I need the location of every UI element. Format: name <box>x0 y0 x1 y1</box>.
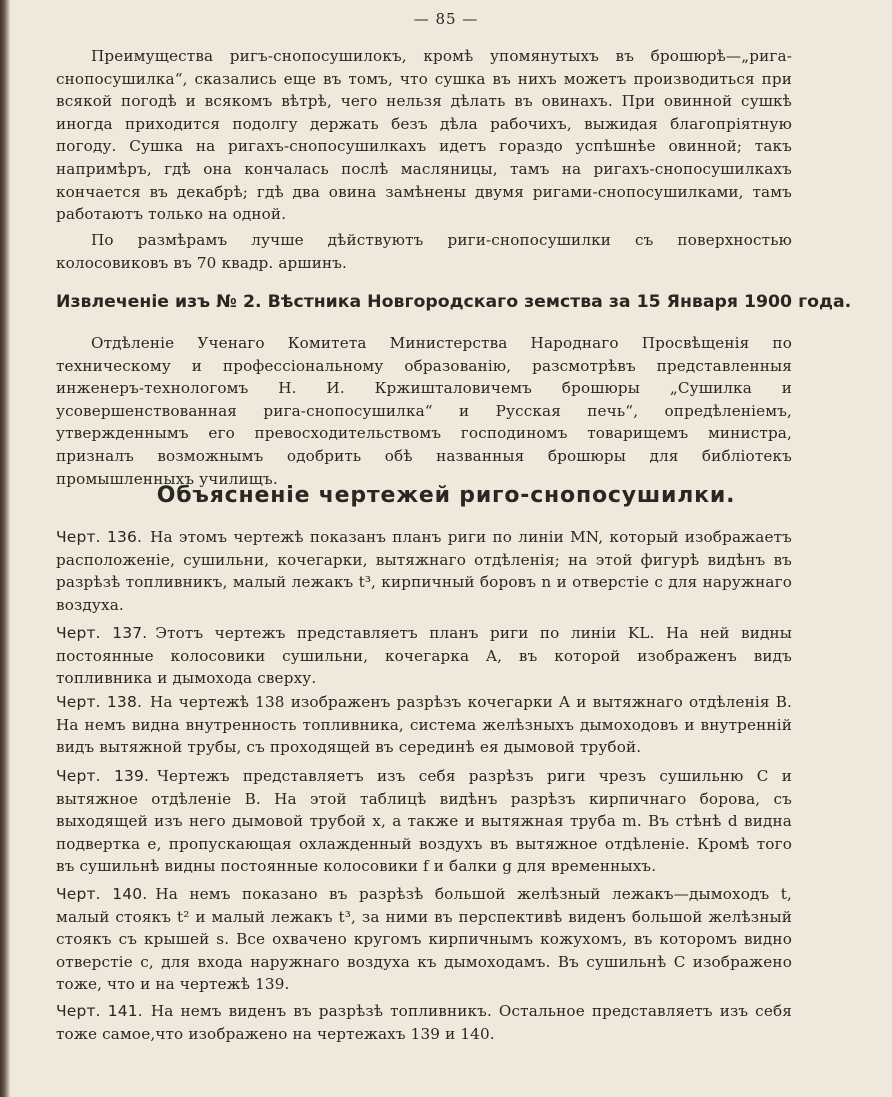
page-number: — 85 — <box>413 10 479 28</box>
intro-paragraph-2: По размѣрамъ лучше дѣйствуютъ риги-снопосушилки съ поверхностью колосовиковъ въ 70 квадр. аршинъ. <box>56 231 792 272</box>
drawing-item-136 <box>56 526 792 616</box>
drawing-label: Черт. 141. <box>56 1002 143 1020</box>
drawing-label: Черт. 140. <box>56 885 148 903</box>
drawing-item-139 <box>56 765 792 878</box>
drawing-description: На немъ показано въ разрѣзѣ большой желѣзный лежакъ—дымоходъ t, малый стоякъ t² и малый лежакъ t³, за ними въ перспективѣ виденъ большой желѣзный стоякъ съ крышей s. Все охвачено кругомъ кирпичнымъ кожухомъ, въ которомъ видно отверстіе c, для входа наружнаго воздуха къ дымоходамъ. Въ сушильнѣ C изображено тоже, что и на чертежѣ 139. <box>56 885 792 994</box>
drawing-label: Черт. 136. <box>56 528 143 546</box>
section-title: Объясненіе чертежей риго-снопосушилки. <box>156 483 736 508</box>
page-binding-edge <box>0 0 10 1097</box>
drawing-description: Чертежъ представляетъ изъ себя разрѣзъ риги чрезъ сушильню C и вытяжное отдѣленіе B. На этой таблицѣ видѣнъ разрѣзъ кирпичнаго борова, съ выходящей изъ него дымовой трубой x, а также и вытяжная труба m. Въ стѣнѣ d видна подвертка e, пропускающая охлажденный воздухъ въ вытяжное отдѣленіе. Кромѣ того въ сушильнѣ видны постоянные колосовики f и балки g для временныхъ. <box>56 767 792 876</box>
drawing-item-138 <box>56 691 792 759</box>
drawing-description: На этомъ чертежѣ показанъ планъ риги по линіи MN, который изображаетъ расположеніе, сушильни, кочегарки, вытяжнаго отдѣленія; на этой фигурѣ видѣнъ въ разрѣзѣ топливникъ, малый лежакъ t³, кирпичный боровъ n и отверстіе c для наружнаго воздуха. <box>56 528 792 614</box>
extract-heading: Извлеченіе изъ № 2. Вѣстника Новгородскаго земства за 15 Января 1900 года. <box>56 292 852 312</box>
extract-paragraph: Отдѣленіе Ученаго Комитета Министерства Народнаго Просвѣщенія по техническому и профессіональному образованію, разсмотрѣвъ представленныя инженеръ-технологомъ Н. И. Кржишталовичемъ брошюры „Сушилка и усовершенствованная рига-снопосушилка“ и Русская печь“, опредѣленіемъ, утвержденнымъ его превосходительствомъ господиномъ товарищемъ министра, призналъ возможнымъ одобрить обѣ названныя брошюры для библіотекъ промышленныхъ училищъ. <box>56 334 792 488</box>
drawing-label: Черт. 137. <box>56 624 148 642</box>
drawing-description: На немъ виденъ въ разрѣзѣ топливникъ. Остальное представляетъ изъ себя тоже самое,что изображено на чертежахъ 139 и 140. <box>56 1002 793 1043</box>
drawing-item-140 <box>56 883 792 996</box>
drawing-item-141 <box>56 1000 792 1045</box>
drawing-description: Этотъ чертежъ представляетъ планъ риги по линіи KL. На ней видны постоянные колосовики сушильни, кочегарка A, въ которой изображенъ видъ топливника и дымохода сверху. <box>56 624 792 688</box>
drawing-item-137 <box>56 622 792 690</box>
drawing-description: На чертежѣ 138 изображенъ разрѣзъ кочегарки A и вытяжнаго отдѣленія B. На немъ видна внутренность топливника, система желѣзныхъ дымоходовъ и внутренній видъ вытяжной трубы, съ проходящей въ серединѣ ея дымовой трубой. <box>56 693 792 757</box>
drawing-label: Черт. 138. <box>56 693 143 711</box>
intro-paragraph-1: Преимущества ригъ-снопосушилокъ, кромѣ упомянутыхъ въ брошюрѣ—„рига-снопосушилка“, сказались еще въ томъ, что сушка въ нихъ можетъ производиться при всякой погодѣ и всякомъ вѣтрѣ, чего нельзя дѣлать въ овинахъ. При овинной сушкѣ иногда приходится подолгу держать безъ дѣла рабочихъ, выжидая благопріятную погоду. Сушка на ригахъ-снопосушилкахъ идетъ гораздо успѣшнѣе овинной; такъ напримѣръ, гдѣ она кончалась послѣ масляницы, тамъ на ригахъ-снопосушилкахъ кончается въ декабрѣ; гдѣ два овина замѣнены двумя ригами-снопосушилками, тамъ работаютъ только на одной. <box>56 47 792 224</box>
drawing-label: Черт. 139. <box>56 767 150 785</box>
